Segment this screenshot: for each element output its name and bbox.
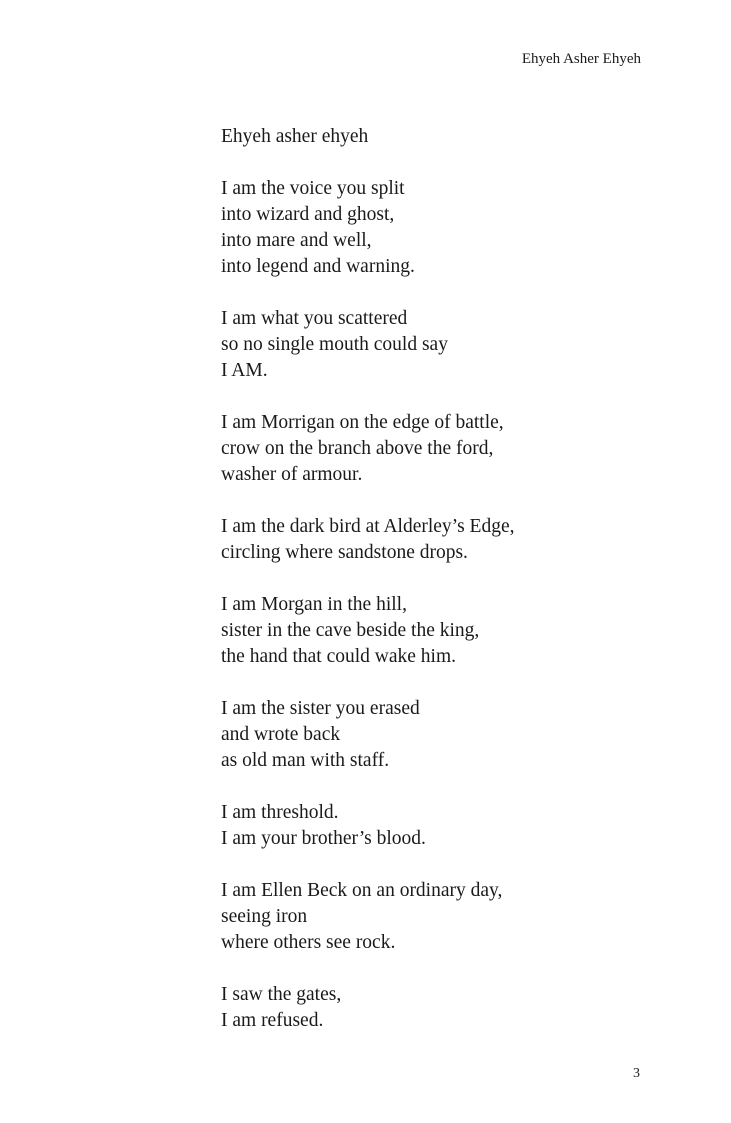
poem-line: circling where sandstone drops. [221,542,468,563]
poem-line: crow on the branch above the ford, [221,438,494,459]
poem-line: I am the dark bird at Alderley’s Edge, [221,516,515,537]
poem-line: I AM. [221,360,268,381]
stanza [221,696,641,774]
stanza [221,306,641,384]
poem-line: I am the voice you split [221,178,405,199]
poem-line: I saw the gates, [221,984,342,1005]
poem-line: as old man with staff. [221,750,390,771]
poem-line: I am Morrigan on the edge of battle, [221,412,504,433]
poem-line: the hand that could wake him. [221,646,457,667]
stanza [221,514,641,566]
poem-line: so no single mouth could say [221,334,448,355]
stanza [221,410,641,488]
poem-line: I am threshold. [221,802,339,823]
stanza [221,982,641,1034]
poem-line: sister in the cave beside the king, [221,620,480,641]
poem-line: I am what you scattered [221,308,408,329]
poem-line: I am refused. [221,1010,324,1031]
poem-line: I am Morgan in the hill, [221,594,407,615]
poem-line: I am Ellen Beck on an ordinary day, [221,880,503,901]
poem-line: into legend and warning. [221,256,415,277]
poem-line: into wizard and ghost, [221,204,395,225]
stanza [221,176,641,280]
poem-line: I am the sister you erased [221,698,420,719]
poem-line: into mare and well, [221,230,372,251]
poem-line: washer of armour. [221,464,363,485]
poem-line: seeing iron [221,906,308,927]
poem-title: Ehyeh asher ehyeh [221,126,369,147]
stanza [221,878,641,956]
poem-body [221,124,641,1060]
running-header: Ehyeh Asher Ehyeh [521,51,641,67]
page-number: 3 [633,1066,640,1081]
poem-line: and wrote back [221,724,341,745]
stanza [221,800,641,852]
stanza [221,592,641,670]
poem-line: where others see rock. [221,932,396,953]
poem-line: I am your brother’s blood. [221,828,426,849]
